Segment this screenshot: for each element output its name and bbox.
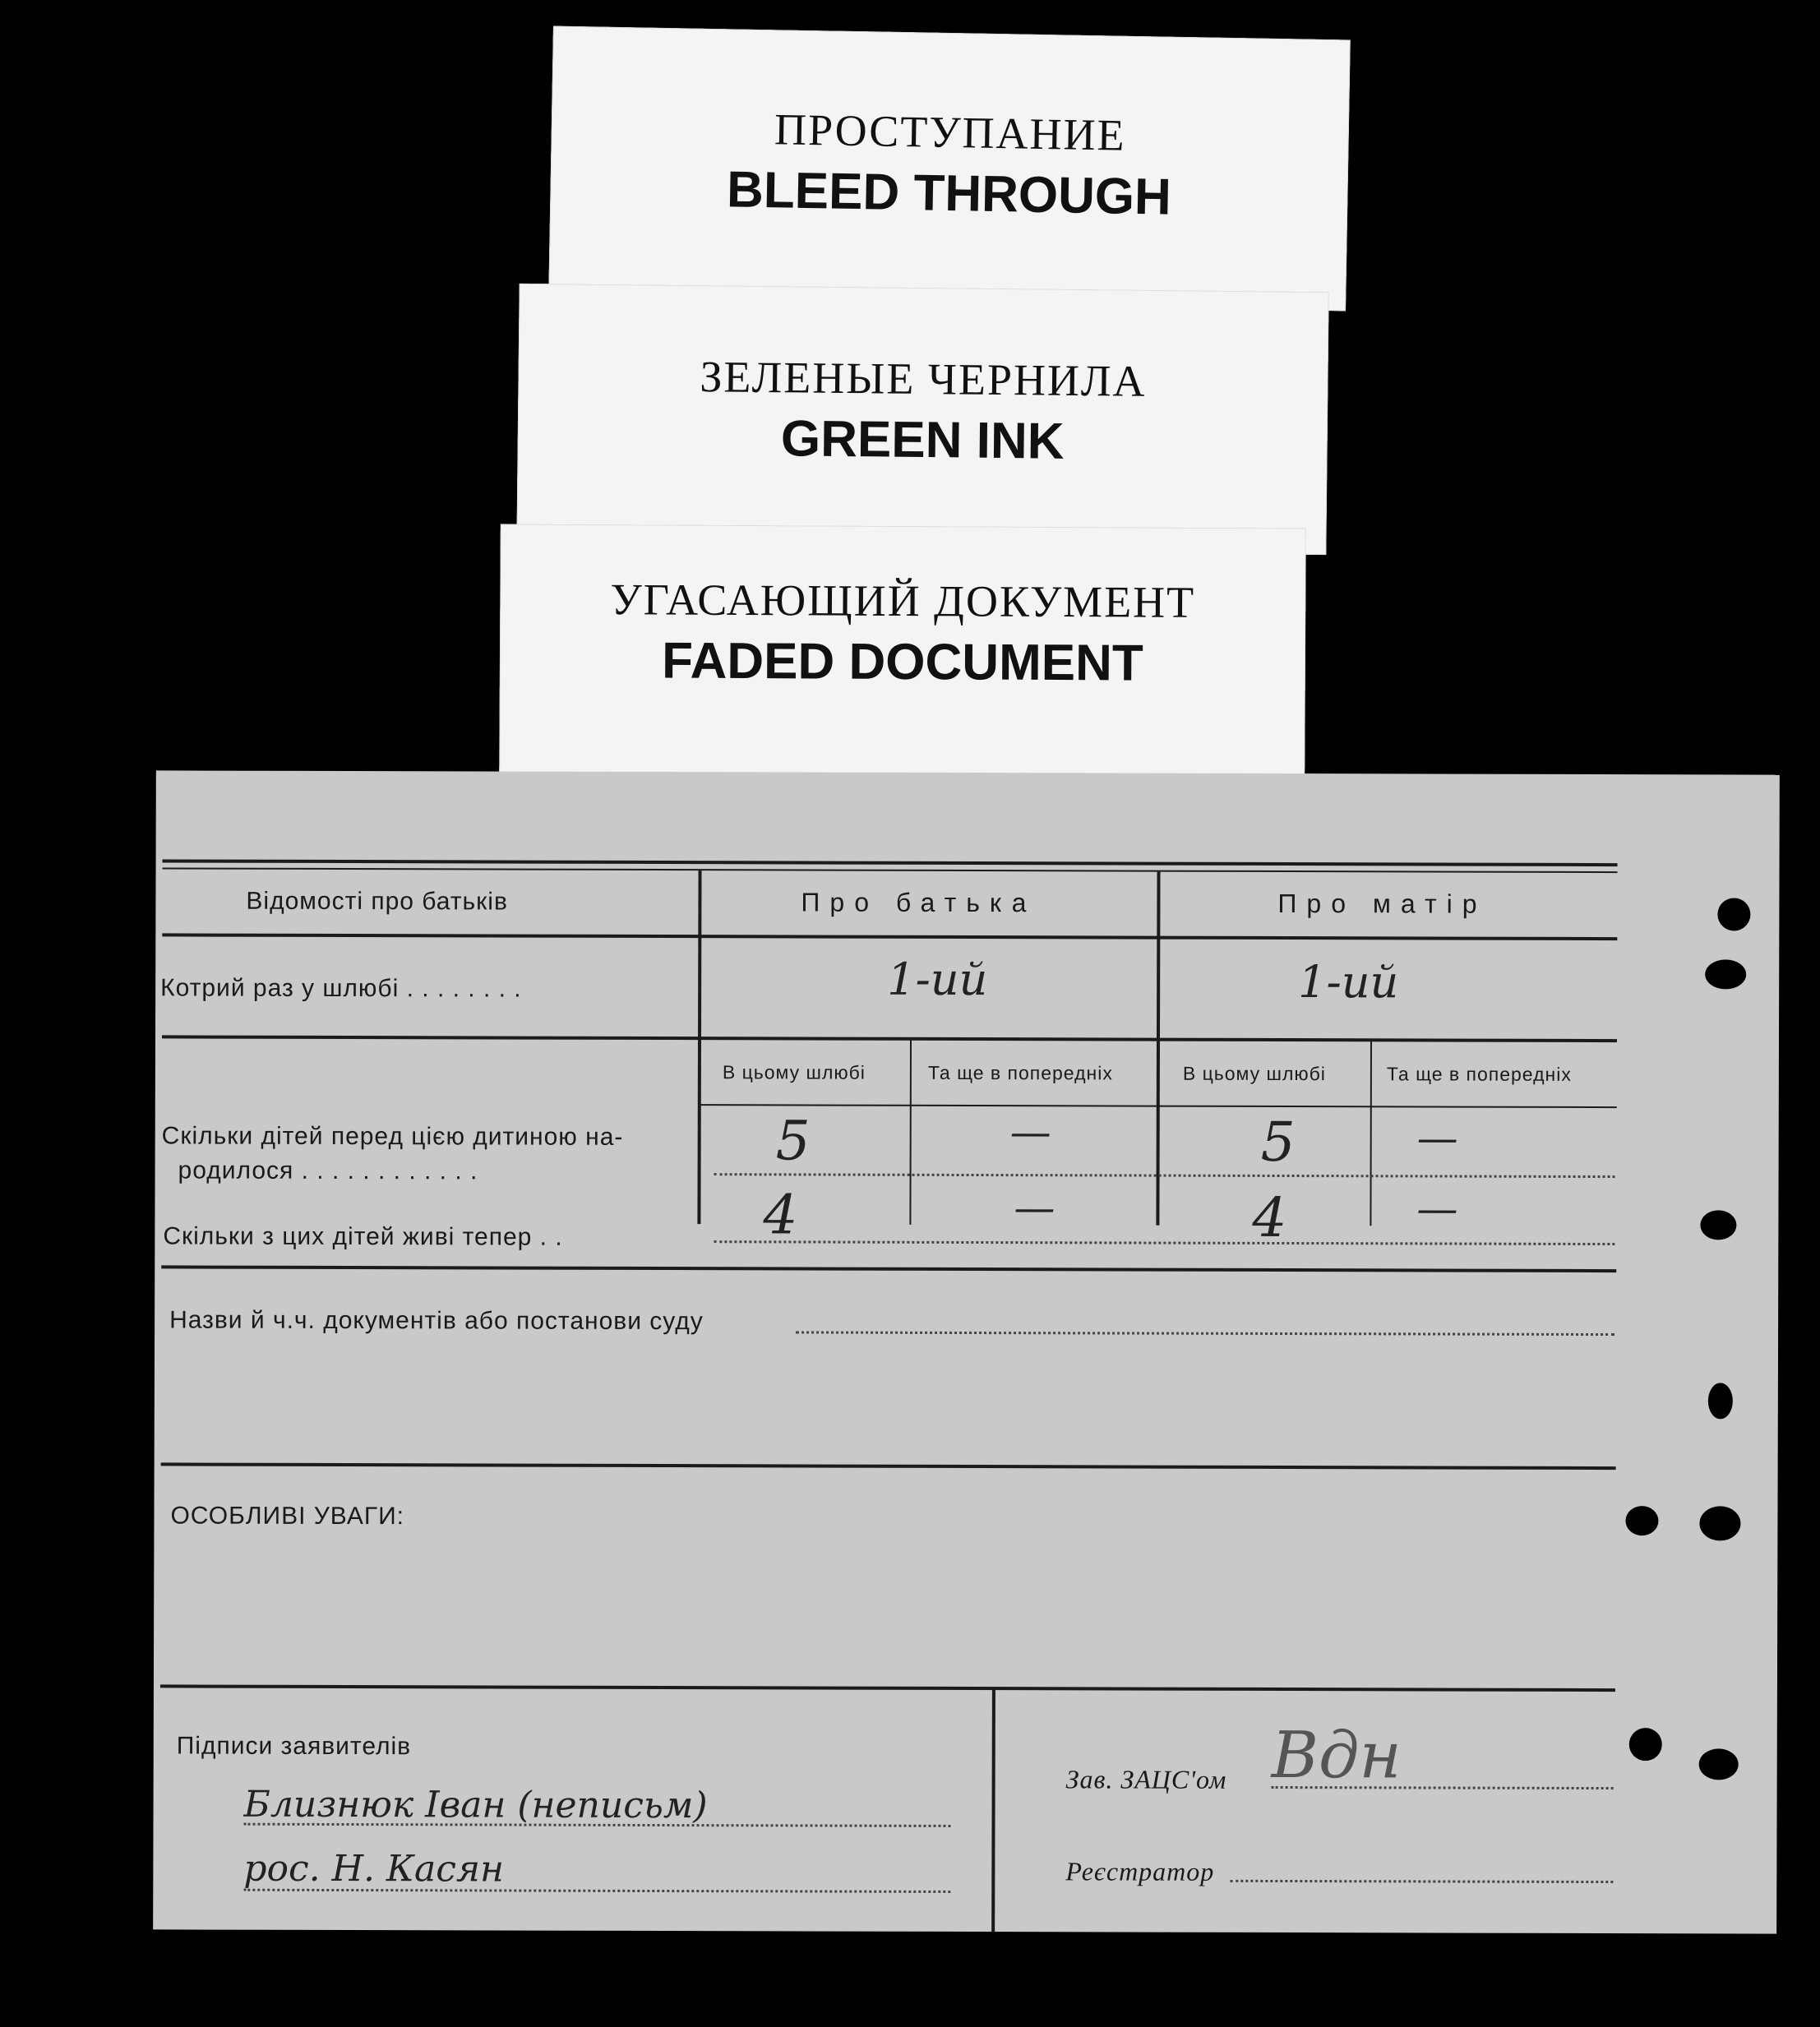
rule [162,1035,1617,1042]
header-mother: Про матір [1277,888,1487,919]
col-divider [697,870,701,1224]
father-born-prev: — [1009,1108,1051,1157]
card-en-text: FADED DOCUMENT [661,632,1143,692]
rule [163,859,1618,866]
col-divider [1156,872,1160,1226]
punch-hole [1717,898,1750,930]
father-alive-prev: — [1014,1184,1056,1232]
faded-document-card [499,524,1306,778]
bleed-through-card [548,26,1351,312]
rule [162,933,1617,940]
dotted-line [243,1889,950,1893]
card-en-text: GREEN INK [780,410,1065,470]
special-notes-label: ОСОБЛИВІ УВАГИ: [170,1502,405,1531]
applicant-signature-1: Близнюк Іван (неписьм) [243,1783,708,1827]
mother-alive-this: 4 [1252,1185,1287,1250]
mother-alive-prev: — [1416,1184,1458,1233]
subheader-mother-this: В цьому шлюбі [1182,1062,1326,1085]
signatures-label: Підписи заявителів [176,1732,412,1761]
punch-hole [1705,959,1746,989]
father-born-this: 5 [775,1109,811,1173]
card-en-text: BLEED THROUGH [726,161,1172,226]
dotted-line [796,1331,1614,1336]
green-ink-card [516,284,1328,555]
marriage-count-label: Котрий раз у шлюбі . . . . . . . . [160,974,522,1003]
mother-born-this: 5 [1260,1110,1296,1175]
signature-divider [991,1688,995,1932]
children-born-label-2: родилося . . . . . . . . . . . . [178,1157,478,1185]
children-alive-label: Скільки з цих дітей живі тепер . . [163,1222,563,1251]
children-born-label-1: Скільки дітей перед цією дитиною на- [161,1122,624,1151]
col-divider [1370,1040,1372,1226]
applicant-signature-2: рос. Н. Касян [243,1847,505,1891]
header-col1: Відомості про батьків [246,887,508,916]
card-ru-text: УГАСАЮЩИЙ ДОКУМЕНТ [610,575,1196,627]
punch-hole [1629,1728,1662,1761]
rule [160,1684,1615,1692]
registrar-label: Реєстратор [1065,1856,1215,1886]
documents-label: Назви й ч.ч. документів або постанови суду [169,1306,704,1336]
rule [161,1462,1616,1470]
mother-marriage-value: 1-ий [1298,956,1399,1009]
father-alive-this: 4 [763,1183,798,1247]
punch-hole [1700,1210,1736,1240]
dotted-line [243,1823,950,1827]
head-registry-label: Зав. ЗАЦС'ом [1065,1764,1227,1794]
punch-hole [1625,1506,1658,1535]
col-divider [909,1039,912,1225]
punch-hole [1708,1383,1733,1419]
dotted-line [714,1173,1615,1178]
card-ru-text: ПРОСТУПАНИЕ [774,104,1127,160]
subheader-father-prev: Та ще в попередніх [927,1061,1113,1084]
punch-hole [1699,1506,1740,1540]
mother-born-prev: — [1416,1114,1458,1162]
rule [161,1265,1616,1272]
subheader-mother-prev: Та ще в попередніх [1386,1063,1572,1085]
header-father: Про батька [801,887,1037,918]
father-marriage-value: 1-ий [887,953,988,1006]
card-ru-text: ЗЕЛЕНЫЕ ЧЕРНИЛА [700,352,1147,406]
dotted-line [714,1240,1614,1245]
head-signature: Вдн [1271,1718,1402,1794]
dotted-line [1230,1880,1613,1883]
punch-hole [1699,1748,1739,1780]
rule [163,867,1618,873]
subheader-father-this: В цьому шлюбі [722,1061,866,1083]
registry-form [153,770,1780,1933]
